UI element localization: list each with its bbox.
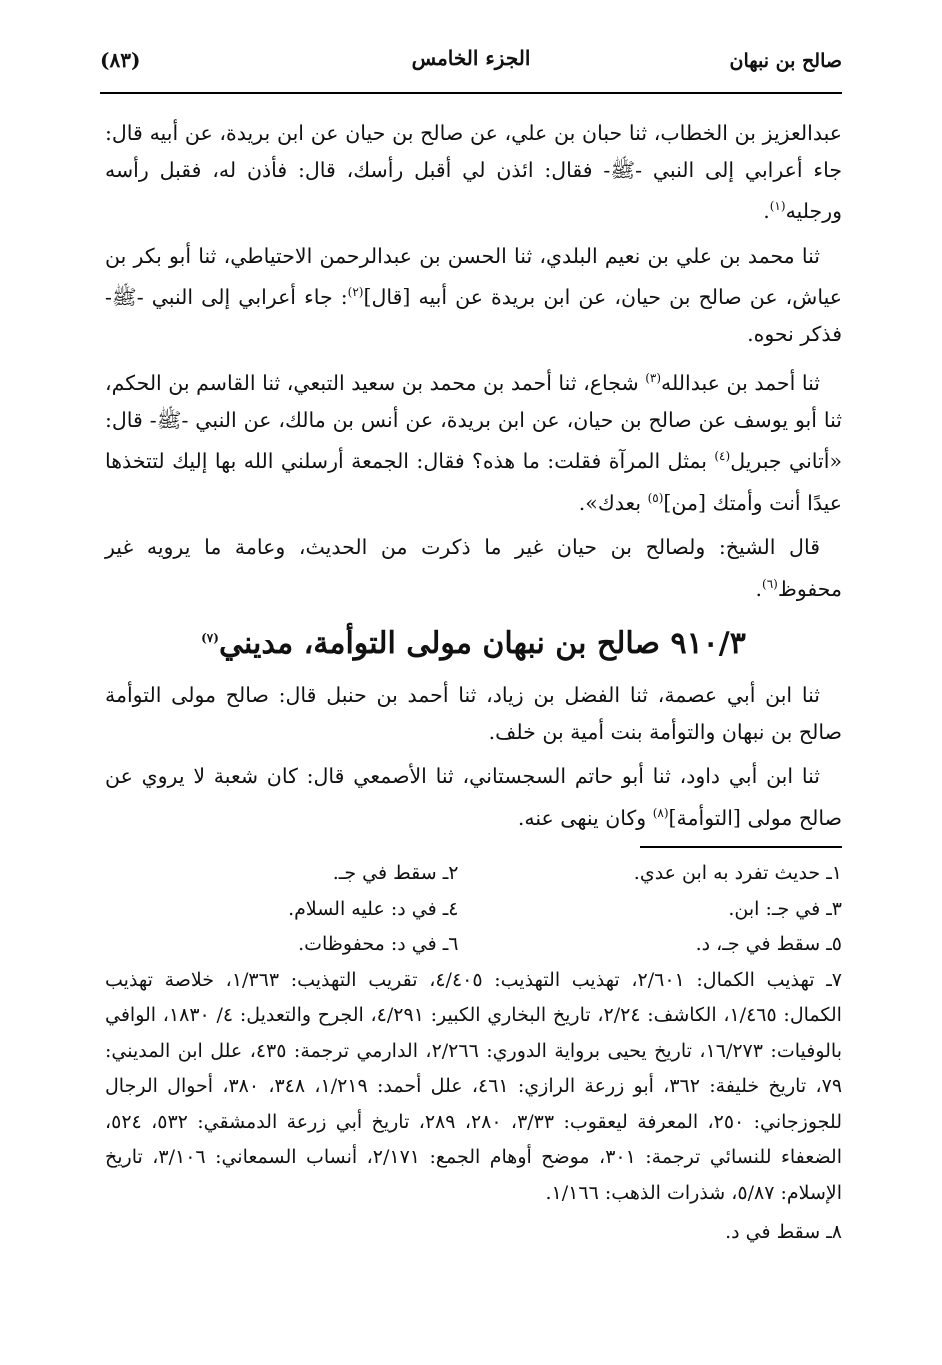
footnote-3: ٣ـ في جـ: ابن. <box>728 897 842 920</box>
footnote-ref-2: (٢) <box>347 285 364 300</box>
paragraph-3-text-d: بعدك». <box>578 490 648 515</box>
page-number: (٨٣) <box>100 48 141 72</box>
footnote-ref-4: (٤) <box>714 449 731 464</box>
footnote-4: ٤ـ في د: عليه السلام. <box>288 897 459 920</box>
footnotes-short <box>105 856 842 963</box>
footnote-ref-7: (٧) <box>201 631 219 646</box>
footnote-ref-8: (٨) <box>652 805 669 820</box>
paragraph-6 <box>105 758 842 836</box>
entry-heading <box>105 615 842 667</box>
paragraph-5 <box>105 677 842 750</box>
main-text <box>105 115 842 844</box>
footnote-2: ٢ـ سقط في جـ. <box>332 862 459 884</box>
paragraph-3-text-a: ثنا أحمد بن عبدالله <box>661 371 820 396</box>
footnote-ref-6: (٦) <box>762 576 778 591</box>
paragraph-1: عبدالعزيز بن الخطاب، ثنا حبان بن علي، عن صالح بن حيان عن ابن بريدة، عن أبيه قال: جاء أعرابي إلى النبي -ﷺ- فقال: ائذن لي أقبل رأسك، قال: فأذن له، فقبل رأسه ورجليه$^{(١)}$. <box>105 121 842 224</box>
paragraph-1-text: عبدالعزيز بن الخطاب، ثنا حبان بن علي، عن صالح بن حيان عن ابن بريدة، عن أبيه قال: جاء أعرابي إلى النبي -ﷺ- فقال: ائذن لي أقبل رأسك، قال: فأذن له، فقبل رأسه ورجليه <box>105 121 842 224</box>
running-title-book: صالح بن نبهان <box>729 50 842 72</box>
footnote-ref-1: (١) <box>769 199 786 214</box>
footnotes <box>105 856 842 1251</box>
paragraph-3-text-b: شجاع، ثنا أحمد بن محمد بن سعيد التبعي، ثنا القاسم بن الحكم، ثنا أبو يوسف عن صالح بن حيان، عن ابن بريدة، عن أنس بن مالك، عن النبي -ﷺ- قال: «أتاني جبريل <box>105 371 842 474</box>
footnote-rule <box>640 846 842 848</box>
footnote-ref-3: (٣) <box>645 371 662 386</box>
footnote-8: ٨ـ سقط في د. <box>725 1221 842 1243</box>
header-rule <box>100 92 842 94</box>
paragraph-6-text-a: ثنا ابن أبي داود، ثنا أبو حاتم السجستاني، ثنا الأصمعي قال: كان شعبة لا يروي عن صالح مولى [التوأمة] <box>105 764 842 830</box>
paragraph-2-text: ثنا محمد بن علي بن نعيم البلدي، ثنا الحسن بن عبدالرحمن الاحتياطي، ثنا أبو بكر بن عياش، عن صالح بن حيان، عن ابن بريدة عن أبيه [قال] <box>105 243 842 310</box>
footnote-ref-5: (٥) <box>647 490 664 505</box>
paragraph-2-tail: : جاء أعرابي إلى النبي -ﷺ- فذكر نحوه. <box>105 285 842 346</box>
paragraph-3-text-c: بمثل المرآة فقلت: ما هذه؟ فقال: الجمعة أرسلني الله بها إليك لتتخذها عيدًا أنت وأمتك [من] <box>105 449 842 515</box>
footnote-6: ٦ـ في د: محفوظات. <box>298 933 459 955</box>
page-header <box>100 40 842 90</box>
footnote-5: ٥ـ سقط في جـ، د. <box>695 933 842 955</box>
footnote-1: ١ـ حديث تفرد به ابن عدي. <box>633 862 842 884</box>
paragraph-2 <box>105 238 842 353</box>
paragraph-6-text-b: وكان ينهى عنه. <box>517 805 653 830</box>
paragraph-4-text: قال الشيخ: ولصالح بن حيان غير ما ذكرت من الحديث، وعامة ما يرويه غير محفوظ <box>105 535 842 601</box>
paragraph-5-text: ثنا ابن أبي عصمة، ثنا الفضل بن زياد، ثنا أحمد بن حنبل قال: صالح مولى التوأمة صالح بن نبهان والتوأمة بنت أمية بن خلف. <box>105 683 842 744</box>
paragraph-4: قال الشيخ: ولصالح بن حيان غير ما ذكرت من الحديث، وعامة ما يرويه غير محفوظ$^{(٦)}$. <box>105 535 842 601</box>
entry-heading-text: ٩١٠/٣ صالح بن نبهان مولى التوأمة، مديني <box>218 626 746 662</box>
paragraph-3 <box>105 360 842 521</box>
footnote-7: ٧ـ تهذيب الكمال: ٢/٦٠١، تهذيب التهذيب: ٤/٤٠٥، تقريب التهذيب: ١/٣٦٣، خلاصة تهذيب الكمال: ١/٤٦٥، الكاشف: ٢/٢٤، تاريخ البخاري الكبير: ٤/٢٩١، الجرح والتعديل: ٤/ ١٨٣٠، الوافي بالوفيات: ١٦/٢٧٣، تاريخ يحيى برواية الدوري: ٢/٢٦٦، الدارمي ترجمة: ٤٣٥، علل ابن المديني: ٧٩، تاريخ خليفة: ٣٦٢، أبو زرعة الرازي: ٤٦١، علل أحمد: ١/٢١٩، ٣٤٨، ٣٨٠، أحوال الرجال للجوزجاني: ٢٥٠، المعرفة ليعقوب: ٣/٣٣، ٢٨٠، ٢٨٩، تاريخ أبي زرعة الدمشقي: ٥٣٢، ٥٢٤، الضعفاء للنسائي ترجمة: ٣٠١، موضح أوهام الجمع: ٢/١٧١، أنساب السمعاني: ٣/١٠٦، تاريخ الإسلام: ٥/٨٧، شذرات الذهب: ١/١٦٦. <box>105 968 843 1204</box>
running-title-part: الجزء الخامس <box>411 46 531 70</box>
